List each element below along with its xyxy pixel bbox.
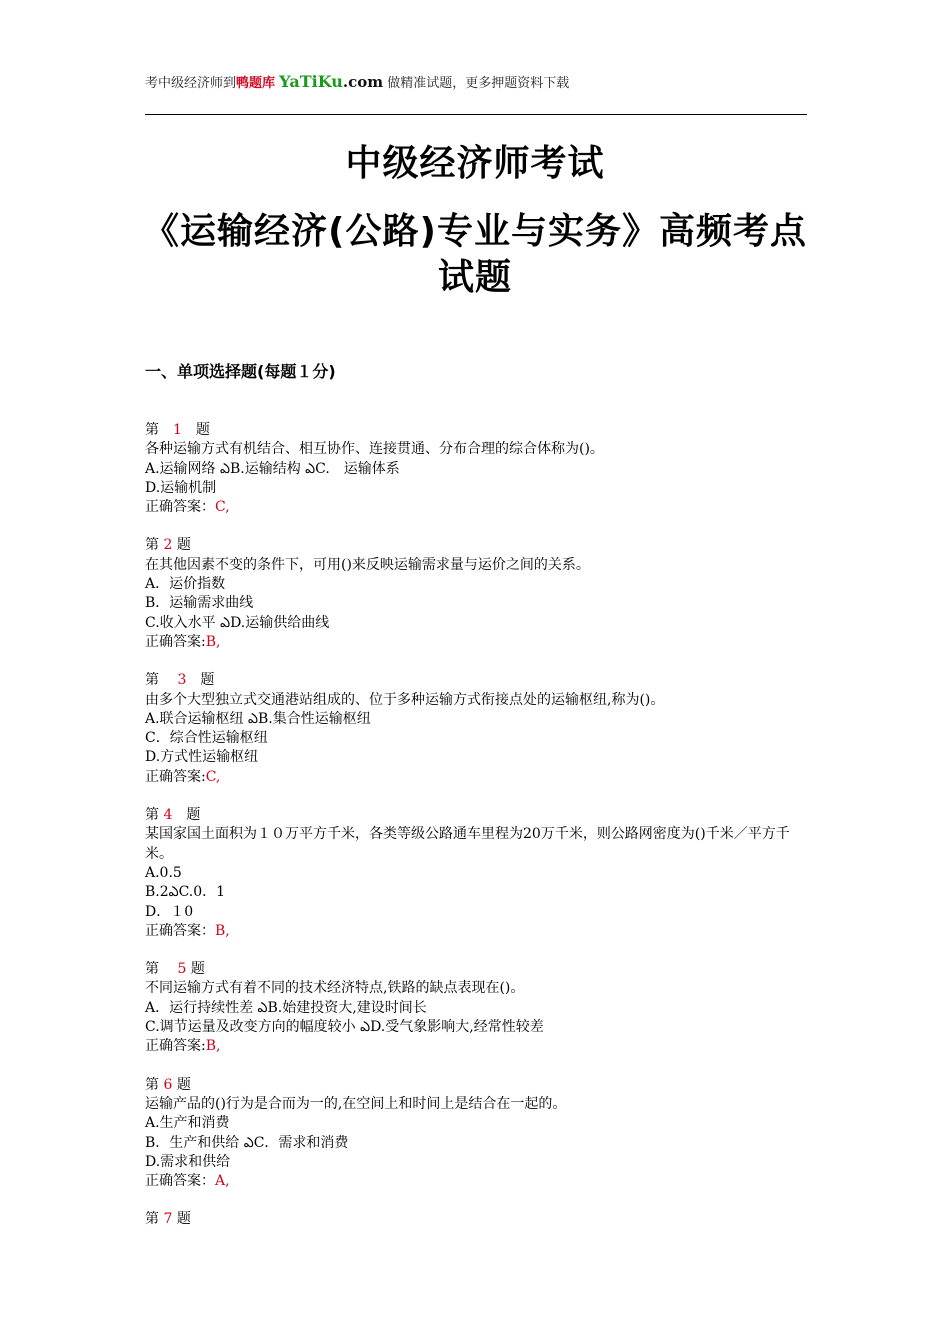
question-number: 6	[163, 1076, 173, 1093]
question-number-line	[145, 1210, 815, 1229]
answer-label: 正确答案：	[145, 1173, 215, 1190]
answer-line	[145, 1037, 815, 1056]
question-option: D.需求和供给	[145, 1153, 231, 1170]
question-item	[145, 1076, 815, 1192]
question-label-prefix: 第	[145, 961, 178, 978]
brand-name-cn: 鸭题库	[236, 76, 276, 91]
question-number: 7	[163, 1211, 173, 1228]
question-stem: 某国家国土面积为１０万平方千米，各类等级公路通车里程为20万千米，则公路网密度为()千米／平方千米。	[145, 826, 790, 862]
page-header	[145, 72, 805, 91]
question-option: B．运输需求曲线	[145, 595, 254, 612]
question-number-line	[145, 806, 815, 825]
question-label-prefix: 第	[145, 422, 173, 438]
question-number: 1	[173, 422, 182, 438]
question-option: C．综合性运输枢纽	[145, 730, 268, 747]
question-label-suffix: 题	[181, 422, 210, 438]
question-number: 2	[163, 537, 173, 554]
question-label-suffix: 题	[172, 1076, 191, 1093]
answer-value: B,	[205, 1038, 221, 1055]
question-option: A.联合运输枢纽 ఎB.集合性运输枢纽	[145, 710, 371, 727]
question-number-line	[145, 671, 815, 690]
document-title-line1: 中级经济师考试	[345, 143, 605, 184]
answer-value: C,	[205, 768, 221, 785]
question-label-prefix: 第	[145, 672, 178, 689]
question-number-line	[145, 960, 815, 979]
question-label-prefix: 第	[145, 807, 164, 824]
question-item	[145, 1210, 815, 1229]
question-option: B．生产和供给 ఎC．需求和消费	[145, 1134, 349, 1151]
question-label-suffix: 题	[186, 672, 215, 689]
question-item	[145, 536, 815, 652]
answer-line	[145, 922, 815, 941]
brand-name-en: YaTiKu	[279, 72, 343, 91]
question-option: D.方式性运输枢纽	[145, 749, 259, 766]
brand-domain: .com	[342, 73, 384, 91]
header-prefix: 考中级经济师到	[145, 76, 237, 91]
document-title-line2: 《运输经济(公路)专业与实务》高频考点试题	[143, 211, 807, 298]
answer-value: B,	[205, 633, 221, 650]
answer-value: B,	[215, 922, 230, 939]
question-stem: 由多个大型独立式交通港站组成的、位于多种运输方式衔接点处的运输枢纽,称为()。	[145, 691, 665, 708]
question-label-suffix: 题	[172, 807, 201, 824]
section-heading: 一、单项选择题(每题１分)	[145, 362, 336, 381]
question-stem: 不同运输方式有着不同的技术经济特点,铁路的缺点表现在()。	[145, 980, 525, 997]
question-item	[145, 671, 815, 787]
question-option: C.调节运量及改变方向的幅度较小 ఎD.受气象影响大,经常性较差	[145, 1019, 544, 1036]
answer-value: C,	[215, 499, 230, 516]
question-option: D.运输机制	[145, 479, 217, 496]
question-label-suffix: 题	[172, 537, 191, 554]
answer-value: A,	[215, 1173, 230, 1190]
answer-label: 正确答案:	[145, 633, 206, 650]
question-option: A.0.5	[145, 864, 182, 881]
header-suffix: 做精准试题，更多押题资料下载	[387, 76, 570, 91]
answer-line	[145, 633, 815, 652]
question-option: D．１0	[145, 903, 194, 920]
question-number: 3	[177, 672, 187, 689]
answer-line	[145, 1172, 815, 1191]
question-stem: 各种运输方式有机结合、相互协作、连接贯通、分布合理的综合体称为()。	[145, 441, 604, 458]
question-number-line	[145, 1076, 815, 1095]
question-option: A.运输网络 ఎB.运输结构 ఎC. 运输体系	[145, 460, 400, 477]
question-stem: 在其他因素不变的条件下，可用()来反映运输需求量与运价之间的关系。	[145, 556, 590, 573]
question-item	[145, 960, 815, 1056]
question-label-prefix: 第	[145, 537, 164, 554]
question-item	[145, 421, 815, 517]
answer-label: 正确答案：	[145, 922, 215, 939]
answer-label: 正确答案:	[145, 768, 206, 785]
question-option: A．运行持续性差 ఎB.始建投资大,建设时间长	[145, 999, 427, 1016]
question-option: A．运价指数	[145, 576, 226, 593]
answer-label: 正确答案:	[145, 1038, 206, 1055]
question-option: B.2ఎC.0．1	[145, 884, 226, 901]
question-option: A.生产和消费	[145, 1115, 230, 1132]
question-number: 4	[163, 807, 173, 824]
question-label-prefix: 第	[145, 1211, 164, 1228]
question-list	[145, 421, 815, 1249]
question-label-suffix: 题	[172, 1211, 191, 1228]
question-stem: 运输产品的()行为是合而为一的,在空间上和时间上是结合在一起的。	[145, 1095, 567, 1112]
answer-label: 正确答案：	[145, 499, 215, 516]
answer-line	[145, 768, 815, 787]
question-number-line	[145, 421, 815, 440]
answer-line	[145, 498, 815, 517]
question-option: C.收入水平 ఎD.运输供给曲线	[145, 614, 330, 631]
question-item	[145, 806, 815, 941]
question-number: 5	[177, 961, 187, 978]
question-label-suffix: 题	[186, 961, 205, 978]
question-label-prefix: 第	[145, 1076, 164, 1093]
question-number-line	[145, 536, 815, 555]
header-divider	[145, 114, 807, 115]
